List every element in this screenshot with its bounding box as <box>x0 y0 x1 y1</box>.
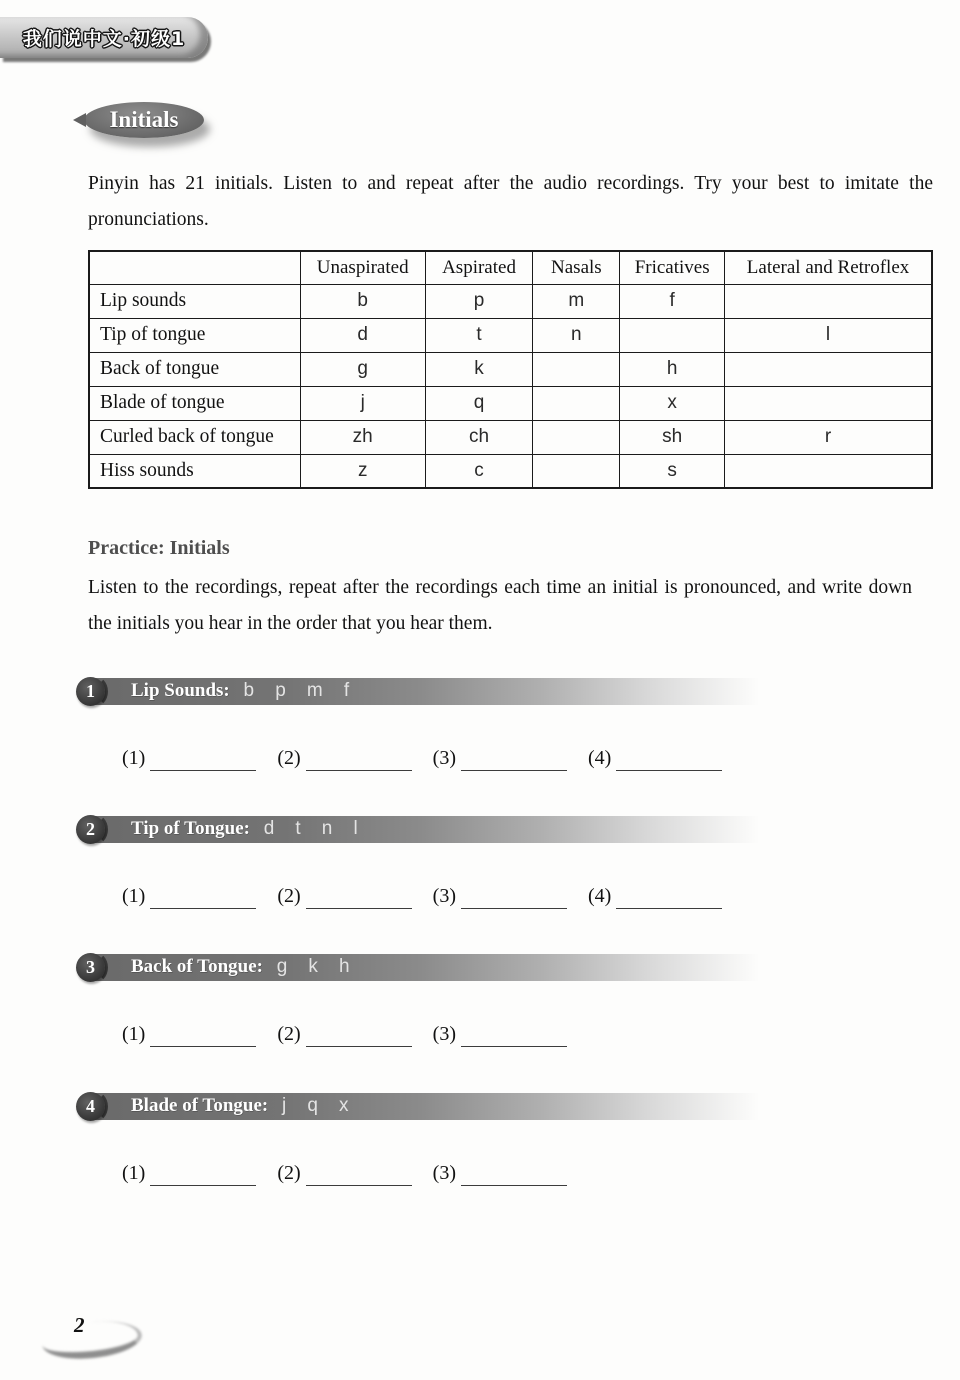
exercise-number-badge: 3 <box>76 953 105 982</box>
answer-blank <box>433 745 567 771</box>
blank-line <box>150 885 256 909</box>
initial-cell: c <box>425 454 533 488</box>
exercise-number-badge: 4 <box>76 1092 105 1121</box>
table-row-curled-back-of-tongue <box>89 420 932 454</box>
intro-paragraph: Pinyin has 21 initials. Listen to and repeat after the audio recordings. Try your best to imitate the pronunciations. <box>88 173 933 230</box>
exercise-title: Blade of Tongue: <box>131 1095 274 1116</box>
exercise-letters: b p m f <box>243 680 350 701</box>
exercise-letters: j q x <box>282 1095 349 1116</box>
blank-line <box>461 1162 567 1186</box>
initials-section-badge <box>84 102 204 138</box>
answer-blank <box>277 883 411 909</box>
initial-cell: n <box>533 318 620 352</box>
initial-cell <box>725 454 932 488</box>
page-number-swoosh-decoration <box>40 1317 143 1363</box>
initial-cell: b <box>300 284 425 318</box>
table-header-row <box>89 251 932 284</box>
answer-row-4 <box>122 1160 588 1186</box>
blank-number: (2) <box>277 1023 301 1045</box>
answer-blank <box>277 745 411 771</box>
initial-cell <box>620 318 725 352</box>
row-label: Lip sounds <box>89 284 300 318</box>
answer-blank <box>433 1160 567 1186</box>
initial-cell <box>533 352 620 386</box>
exercise-title-bar <box>95 954 773 981</box>
row-label: Back of tongue <box>89 352 300 386</box>
exercise-bar-1 <box>76 676 773 706</box>
blank-line <box>616 885 722 909</box>
exercise-letters: g k h <box>276 956 350 977</box>
initial-cell <box>533 454 620 488</box>
table-header-unaspirated: Unaspirated <box>300 251 425 284</box>
initial-cell <box>533 420 620 454</box>
blank-line <box>461 885 567 909</box>
initial-cell: x <box>620 386 725 420</box>
initial-cell: zh <box>300 420 425 454</box>
exercise-title: Lip Sounds: <box>131 680 235 701</box>
answer-blank <box>588 745 722 771</box>
page-number: 2 <box>74 1313 85 1337</box>
practice-heading: Practice: Initials <box>88 537 230 559</box>
initials-table <box>88 250 933 489</box>
table-row-hiss-sounds <box>89 454 932 488</box>
table-header-fricatives: Fricatives <box>620 251 725 284</box>
initial-cell: f <box>620 284 725 318</box>
initial-cell: l <box>725 318 932 352</box>
initial-cell: d <box>300 318 425 352</box>
initial-cell: ch <box>425 420 533 454</box>
answer-blank <box>433 883 567 909</box>
table-header-nasals: Nasals <box>533 251 620 284</box>
initial-cell: r <box>725 420 932 454</box>
blank-number: (1) <box>122 1023 146 1045</box>
initial-cell: h <box>620 352 725 386</box>
blank-number: (1) <box>122 747 146 769</box>
row-label: Blade of tongue <box>89 386 300 420</box>
table-row-back-of-tongue <box>89 352 932 386</box>
answer-blank <box>277 1160 411 1186</box>
answer-blank <box>277 1021 411 1047</box>
blank-line <box>306 1023 412 1047</box>
blank-number: (1) <box>122 1162 146 1184</box>
table-header-lateral-retroflex: Lateral and Retroflex <box>725 251 932 284</box>
answer-blank <box>122 745 256 771</box>
initial-cell: k <box>425 352 533 386</box>
answer-blank <box>122 883 256 909</box>
exercise-title-bar <box>95 816 773 843</box>
exercise-number-badge: 1 <box>76 677 105 706</box>
blank-number: (2) <box>277 747 301 769</box>
exercise-bar-4 <box>76 1091 773 1121</box>
initial-cell: p <box>425 284 533 318</box>
row-label: Tip of tongue <box>89 318 300 352</box>
initial-cell: sh <box>620 420 725 454</box>
initial-cell: q <box>425 386 533 420</box>
answer-blank <box>122 1160 256 1186</box>
table-row-blade-of-tongue <box>89 386 932 420</box>
exercise-bar-2 <box>76 814 773 844</box>
blank-number: (4) <box>587 747 612 769</box>
row-label: Hiss sounds <box>89 454 300 488</box>
blank-number: (3) <box>432 1023 456 1045</box>
exercise-title-bar <box>95 1093 773 1120</box>
blank-number: (2) <box>277 885 301 907</box>
initial-cell <box>533 386 620 420</box>
initial-cell <box>725 386 932 420</box>
initial-cell <box>725 284 932 318</box>
initials-badge-label: Initials <box>109 107 179 132</box>
blank-line <box>150 1162 256 1186</box>
table-row-tip-of-tongue <box>89 318 932 352</box>
table-row-lip-sounds <box>89 284 932 318</box>
answer-blank <box>433 1021 567 1047</box>
blank-line <box>306 747 412 771</box>
answer-blank <box>588 883 722 909</box>
blank-number: (3) <box>432 747 456 769</box>
banner-title: 我们说中文·初级1 <box>22 28 186 50</box>
exercise-title: Tip of Tongue: <box>131 818 255 839</box>
blank-number: (4) <box>587 885 612 907</box>
practice-instructions: Listen to the recordings, repeat after the recordings each time an initial is pronounced, and write down the initials you hear in the order that you hear them. <box>88 577 912 634</box>
answer-row-3 <box>122 1021 588 1047</box>
exercise-number-badge: 2 <box>76 815 105 844</box>
exercise-title-bar <box>95 678 773 705</box>
exercise-bar-3 <box>76 952 773 982</box>
initial-cell: m <box>533 284 620 318</box>
initial-cell: t <box>425 318 533 352</box>
blank-line <box>616 747 722 771</box>
page-footer <box>40 1310 160 1365</box>
blank-line <box>150 1023 256 1047</box>
initial-cell: j <box>300 386 425 420</box>
table-header-aspirated: Aspirated <box>425 251 533 284</box>
blank-number: (1) <box>122 885 146 907</box>
answer-row-2 <box>122 883 743 909</box>
answer-row-1 <box>122 745 743 771</box>
textbook-banner <box>0 17 208 58</box>
exercise-letters: d t n l <box>263 818 358 839</box>
exercise-title: Back of Tongue: <box>131 956 268 977</box>
row-label: Curled back of tongue <box>89 420 300 454</box>
blank-line <box>150 747 256 771</box>
blank-line <box>306 1162 412 1186</box>
blank-number: (3) <box>432 1162 456 1184</box>
table-header-empty <box>89 251 300 284</box>
initial-cell: z <box>300 454 425 488</box>
blank-line <box>461 1023 567 1047</box>
initial-cell: g <box>300 352 425 386</box>
blank-number: (3) <box>432 885 456 907</box>
blank-line <box>306 885 412 909</box>
blank-number: (2) <box>277 1162 301 1184</box>
answer-blank <box>122 1021 256 1047</box>
initial-cell <box>725 352 932 386</box>
blank-line <box>461 747 567 771</box>
initial-cell: s <box>620 454 725 488</box>
